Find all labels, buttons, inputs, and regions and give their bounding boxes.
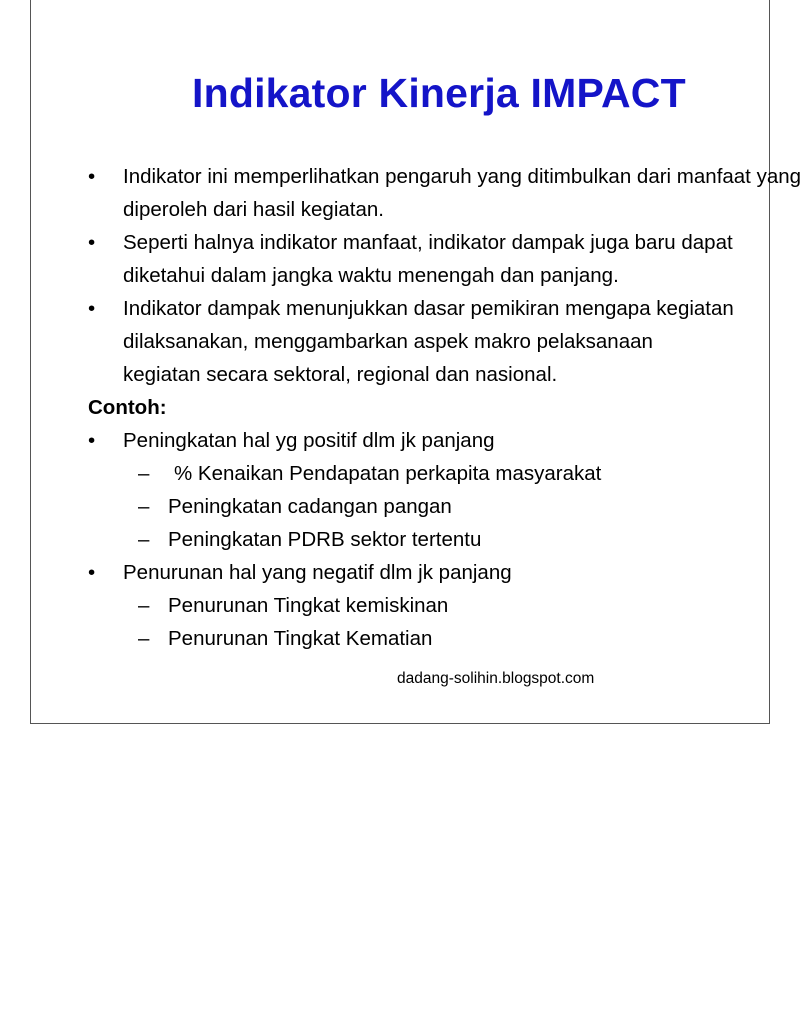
example-label: Peningkatan hal yg positif dlm jk panjang	[123, 429, 495, 452]
example-sub-label: Peningkatan PDRB sektor tertentu	[168, 528, 482, 551]
bullet-icon: •	[88, 231, 96, 254]
dash-icon: –	[138, 495, 150, 518]
bullet-line: diperoleh dari hasil kegiatan.	[123, 198, 384, 221]
example-sub-label: Penurunan Tingkat Kematian	[168, 627, 433, 650]
example-label: Penurunan hal yang negatif dlm jk panjang	[123, 561, 512, 584]
example-sub-label: Peningkatan cadangan pangan	[168, 495, 452, 518]
bullet-line: dilaksanakan, menggambarkan aspek makro pelaksanaan	[123, 330, 653, 353]
footer-source: dadang-solihin.blogspot.com	[397, 670, 595, 687]
bullet-line: Seperti halnya indikator manfaat, indikator dampak juga baru dapat	[123, 231, 733, 254]
example-heading: Contoh:	[88, 396, 167, 419]
dash-icon: –	[138, 594, 150, 617]
dash-icon: –	[138, 462, 150, 485]
bullet-icon: •	[88, 297, 96, 320]
bullet-icon: •	[88, 429, 96, 452]
bullet-icon: •	[88, 165, 96, 188]
bullet-line: Indikator dampak menunjukkan dasar pemikiran mengapa kegiatan	[123, 297, 734, 320]
bullet-line: kegiatan secara sektoral, regional dan nasional.	[123, 363, 558, 386]
bullet-icon: •	[88, 561, 96, 584]
slide-title: Indikator Kinerja IMPACT	[192, 70, 686, 116]
dash-icon: –	[138, 627, 150, 650]
bullet-line: Indikator ini memperlihatkan pengaruh yang ditimbulkan dari manfaat yang	[123, 165, 801, 188]
dash-icon: –	[138, 528, 150, 551]
bullet-line: diketahui dalam jangka waktu menengah dan panjang.	[123, 264, 619, 287]
example-sub-label: Penurunan Tingkat kemiskinan	[168, 594, 449, 617]
example-sub-label: % Kenaikan Pendapatan perkapita masyarakat	[174, 462, 602, 485]
